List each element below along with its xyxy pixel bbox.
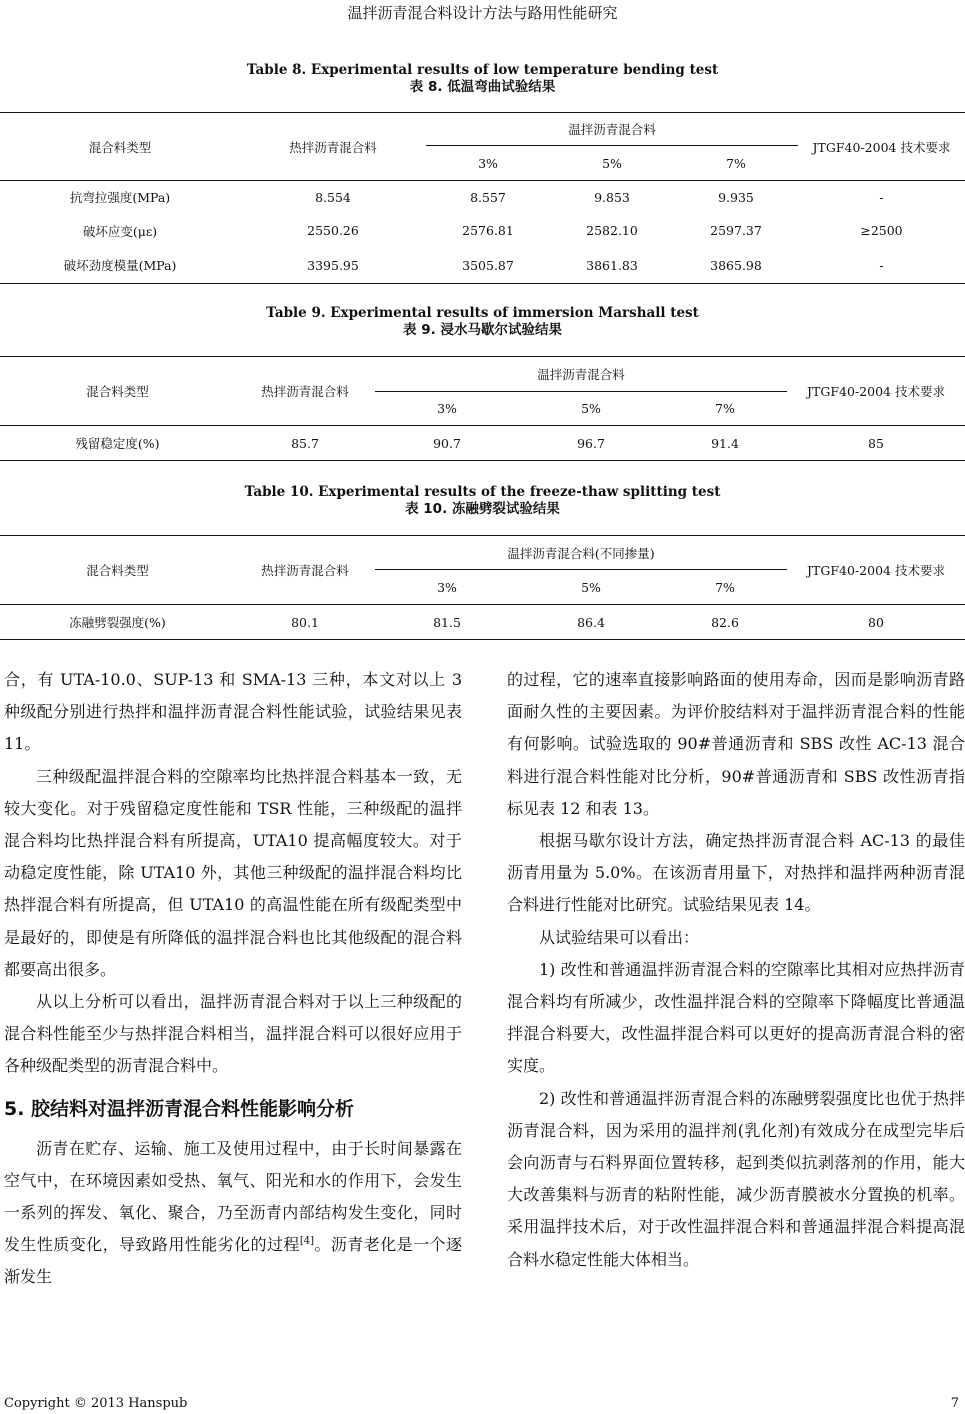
footer-copyright: Copyright © 2013 Hanspub (4, 1396, 188, 1411)
cell: 82.6 (711, 614, 739, 630)
table-row (0, 605, 965, 640)
table10-caption-zh: 表 10. 冻融劈裂试验结果 (405, 501, 560, 517)
cell: 残留稳定度(%) (75, 436, 160, 451)
right-paragraph-1: 的过程，它的速率直接影响路面的使用寿命，因而是影响沥青路面耐久性的主要因素。为评价胶结料对于温拌沥青混合料的性能有何影响。试验选取的 90#普通沥青和 SBS 改性 AC-13 混合料进行混合料性能对比分析，90#普通沥青和 SBS 改性沥青指标见表 12 和表 13。 (507, 670, 965, 818)
right-paragraph-4: 1) 改性和普通温拌沥青混合料的空隙率比其相对应热拌沥青混合料均有所减少，改性温拌混合料的空隙率下降幅度比普通温拌混合料要大，改性温拌混合料可以更好的提高沥青混合料的密实度。 (507, 959, 965, 1076)
table10-header-warm: 温拌沥青混合料(不同掺量) (507, 545, 655, 561)
cell: 2576.81 (462, 223, 514, 238)
cell: 3861.83 (586, 257, 638, 273)
cell: 2550.26 (307, 223, 359, 238)
table9-header-warm: 温拌沥青混合料 (537, 367, 625, 382)
table10-sub-7: 7% (663, 570, 787, 605)
table9-caption-zh: 表 9. 浸水马歇尔试验结果 (403, 322, 562, 338)
cell: 2597.37 (710, 223, 762, 238)
table10-sub-3: 3% (375, 570, 519, 605)
table10 (0, 535, 965, 640)
cell: 8.557 (470, 189, 506, 205)
table9-sub-5: 5% (519, 392, 663, 426)
table8 (0, 112, 965, 284)
cell: 80 (868, 614, 884, 630)
left-paragraph-4-text: 沥青在贮存、运输、施工及使用过程中，由于长时间暴露在空气中，在环境因素如受热、氧气、阳光和水的作用下，会发生一系列的挥发、氧化、聚合，乃至沥青内部结构发生变化，同时发生性质变化，导致路用性能劣化的过程 (4, 1138, 462, 1255)
table-row (0, 248, 965, 284)
table8-header-hot: 热拌沥青混合料 (289, 139, 377, 155)
table9-sub-7: 7% (663, 392, 787, 426)
cell: 81.5 (433, 614, 461, 630)
table8-caption-zh: 表 8. 低温弯曲试验结果 (409, 79, 556, 95)
table9-caption (0, 305, 965, 339)
cell: 2582.10 (586, 223, 638, 238)
table10-header-hot: 热拌沥青混合料 (261, 563, 349, 578)
left-paragraph-3: 从以上分析可以看出，温拌沥青混合料对于以上三种级配的混合料性能至少与热拌混合料相当，温拌混合料可以很好应用于各种级配类型的沥青混合料中。 (4, 992, 462, 1076)
cell: 90.7 (433, 435, 461, 451)
cell: 85 (868, 435, 884, 451)
table10-caption-en: Table 10. Experimental results of the freeze-thaw splitting test (244, 484, 721, 500)
cell: 86.4 (577, 614, 605, 630)
table10-sub-5: 5% (519, 570, 663, 605)
table8-header-req: JTGF40-2004 技术要求 (812, 139, 951, 155)
cell: - (879, 257, 884, 273)
cell: 9.853 (594, 189, 630, 205)
table8-header-type: 混合料类型 (88, 139, 152, 155)
table10-caption (0, 484, 965, 518)
table9-header-type: 混合料类型 (86, 384, 149, 399)
cell: - (879, 189, 884, 205)
cell: 冻融劈裂强度(%) (69, 615, 166, 630)
cell: 9.935 (718, 189, 754, 205)
cell: 96.7 (577, 435, 605, 451)
table-row (0, 181, 965, 214)
table9-header-req: JTGF40-2004 技术要求 (807, 384, 945, 399)
table10-header-type: 混合料类型 (86, 563, 149, 578)
cell: 80.1 (291, 614, 319, 630)
cell: 85.7 (291, 435, 319, 451)
cell: 91.4 (711, 435, 739, 451)
table9-caption-en: Table 9. Experimental results of immersion Marshall test (266, 305, 699, 321)
table8-caption (0, 62, 965, 96)
table-row (0, 426, 965, 461)
table8-sub-3: 3% (426, 146, 550, 181)
cell: 破坏应变(με) (82, 223, 158, 239)
table8-sub-7: 7% (674, 146, 798, 181)
running-header: 温拌沥青混合料设计方法与路用性能研究 (347, 4, 618, 22)
left-column (4, 664, 462, 1294)
cell: 3395.95 (307, 257, 359, 273)
table9-header-hot: 热拌沥青混合料 (261, 384, 349, 399)
table8-caption-en: Table 8. Experimental results of low temperature bending test (246, 62, 719, 78)
left-paragraph-4-end: 。沥青老化是一个逐渐发生 (4, 1235, 462, 1287)
table8-sub-5: 5% (550, 146, 674, 181)
right-paragraph-2: 根据马歇尔设计方法，确定热拌沥青混合料 AC-13 的最佳沥青用量为 5.0%。在该沥青用量下，对热拌和温拌两种沥青混合料进行性能对比研究。试验结果见表 14。 (507, 831, 965, 915)
left-paragraph-4 (4, 1133, 462, 1294)
cell: 8.554 (315, 189, 351, 205)
cell: 抗弯拉强度(MPa) (69, 190, 171, 206)
left-paragraph-2: 三种级配温拌混合料的空隙率均比热拌混合料基本一致，无较大变化。对于残留稳定度性能和 TSR 性能，三种级配的温拌混合料均比热拌混合料有所提高，UTA10 提高幅度较大。对于动稳定度性能，除 UTA10 外，其他三种级配的温拌混合料均比热拌混合料有所提高，但 UTA10 的高温性能在所有级配类型中是最好的，即使是有所降低的温拌混合料也比其他级配的混合料都要高出很多。 (4, 766, 462, 979)
table9 (0, 356, 965, 461)
table9-sub-3: 3% (375, 392, 519, 426)
cell: 破坏劲度模量(MPa) (63, 258, 177, 274)
citation-ref[interactable]: [4] (299, 1235, 315, 1247)
table-row (0, 214, 965, 248)
page-number: 7 (950, 1396, 959, 1411)
left-paragraph-1: 合，有 UTA-10.0、SUP-13 和 SMA-13 三种，本文对以上 3 种级配分别进行热拌和温拌沥青混合料性能试验，试验结果见表 11。 (4, 670, 462, 754)
cell: ≥2500 (860, 223, 903, 238)
table10-header-req: JTGF40-2004 技术要求 (807, 563, 945, 578)
cell: 3865.98 (710, 257, 762, 273)
right-paragraph-5: 2) 改性和普通温拌沥青混合料的冻融劈裂强度比也优于热拌沥青混合料，因为采用的温拌剂(乳化剂)有效成分在成型完毕后会向沥青与石料界面位置转移，起到类似抗剥落剂的作用，能大大改善集料与沥青的粘附性能，减少沥青膜被水分置换的机率。采用温拌技术后，对于改性温拌混合料和普通温拌混合料提高混合料水稳定性能大体相当。 (507, 1088, 965, 1269)
right-paragraph-3: 从试验结果可以看出： (539, 927, 700, 947)
right-column (507, 664, 965, 1276)
table8-header-warm: 温拌沥青混合料 (568, 122, 656, 137)
cell: 3505.87 (462, 257, 514, 273)
section-5-heading: 5. 胶结料对温拌沥青混合料性能影响分析 (4, 1097, 355, 1120)
